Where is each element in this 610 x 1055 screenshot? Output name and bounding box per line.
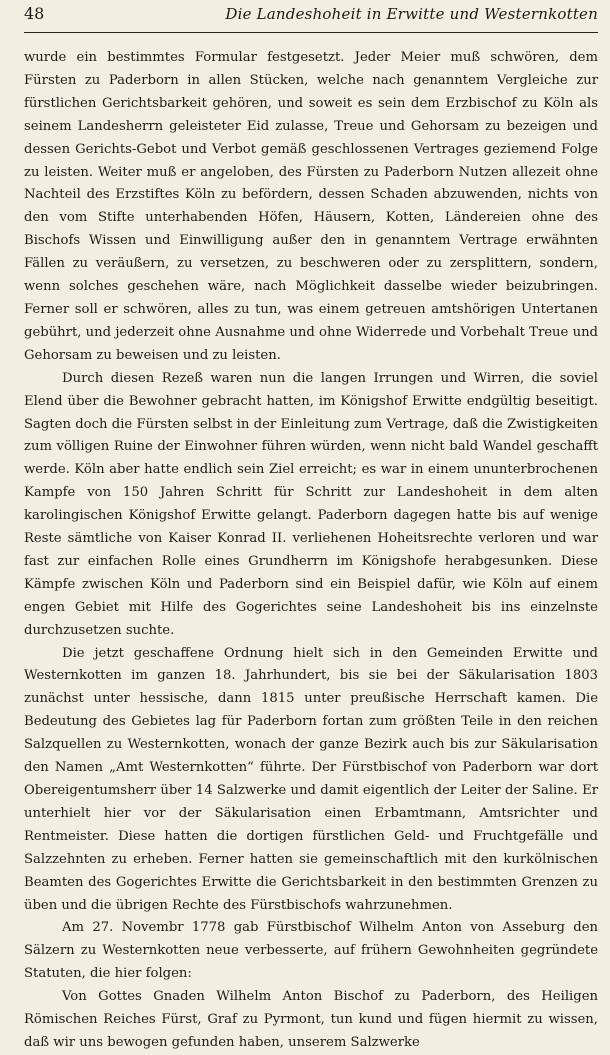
page-header [24,4,598,30]
paragraph: wurde ein bestimmtes Formular festgesetzt. Jeder Meier muß schwören, dem Fürsten zu Paderborn in allen Stücken, welche nach genanntem Vergleiche zur fürstlichen Gerichtsbarkeit gehören, und soweit es sein dem Erzbischof zu Köln als seinem Landesherrn geleisteter Eid zulasse, Treue und Gehorsam zu bezeigen und dessen Gerichts-Gebot und Verbot gemäß geschlossenen Vertrages geziemend Folge zu leisten. Weiter muß er angeloben, des Fürsten zu Paderborn Nutzen allezeit ohne Nachteil des Erzstiftes Köln zu befördern, dessen Schaden abzuwenden, nichts von den vom Stifte unterhabenden Höfen, Häusern, Kotten, Ländereien ohne des Bischofs Wissen und Einwilligung außer den in genanntem Vertrage erwähnten Fällen zu veräußern, zu versetzen, zu beschweren oder zu zersplittern, sondern, wenn solches geschehen wäre, nach Möglichkeit dasselbe wieder beizubringen. Ferner soll er schwören, alles zu tun, was einem getreuen amtshörigen Untertanen gebührt, und jederzeit ohne Ausnahme und ohne Widerrede und Vorbehalt Treue und Gehorsam zu beweisen und zu leisten. [24,50,598,363]
running-title: Die Landeshoheit in Erwitte und Westernkotten [225,5,598,23]
paragraph: Die jetzt geschaffene Ordnung hielt sich in den Gemeinden Erwitte und Westernkotten im ganzen 18. Jahrhundert, bis sie bei der Säkularisation 1803 zunächst unter hessische, dann 1815 unter preußische Herrschaft kamen. Die Bedeutung des Gebietes lag für Paderborn fortan zum größten Teile in den reichen Salzquellen zu Westernkotten, wonach der ganze Bezirk auch bis zur Säkularisation den Namen „Amt Westernkotten“ führte. Der Fürstbischof von Paderborn war dort Obereigentumsherr über 14 Salzwerke und damit eigentlich der Leiter der Saline. Er unterhielt hier vor der Säkularisation einen Erbamtmann, Amtsrichter und Rentmeister. Diese hatten die dortigen fürstlichen Geld- und Fruchtgefälle und Salzzehnten zu erheben. Ferner hatten sie gemeinschaftlich mit den kurkölnischen Beamten des Gogerichtes Erwitte die Gerichtsbarkeit in den bestimmten Grenzen zu üben und die übrigen Rechte des Fürstbischofs wahrzunehmen. [24,645,598,913]
paragraph: Durch diesen Rezeß waren nun die langen Irrungen und Wirren, die soviel Elend über die Bewohner gebracht hatten, im Königshof Erwitte endgültig beseitigt. Sagten doch die Fürsten selbst in der Einleitung zum Vertrage, daß die Zwistigkeiten zum völligen Ruine der Einwohner führen würden, wenn nicht bald Wandel geschafft werde. Köln aber hatte endlich sein Ziel erreicht; es war in einem ununterbrochenen Kampfe von 150 Jahren Schritt für Schritt zur Landeshoheit in dem alten karolingischen Königshof Erwitte gelangt. Paderborn dagegen hatte bis auf wenige Reste sämtliche von Kaiser Konrad II. verliehenen Hoheitsrechte verloren und war fast zur einfachen Rolle eines Grundherrn im Königshofe herabgesunken. Diese Kämpfe zwischen Köln und Paderborn sind ein Beispiel dafür, wie Köln auf einem engen Gebiet mit Hilfe des Gogerichtes seine Landeshoheit bis ins einzelnste durchzusetzen suchte. [24,370,598,638]
header-rule [24,32,598,33]
page-number: 48 [24,4,45,23]
body-text [24,47,598,1055]
paragraph: Von Gottes Gnaden Wilhelm Anton Bischof zu Paderborn, des Heiligen Römischen Reiches Fürst, Graf zu Pyrmont, tun kund und fügen hiermit zu wissen, daß wir uns bewogen gefunden haben, unserem Salzwerke [24,989,598,1050]
paragraph: Am 27. Novembr 1778 gab Fürstbischof Wilhelm Anton von Asseburg den Sälzern zu Westernkotten neue verbesserte, auf frühern Gewohnheiten gegründete Statuten, die hier folgen: [24,920,598,982]
